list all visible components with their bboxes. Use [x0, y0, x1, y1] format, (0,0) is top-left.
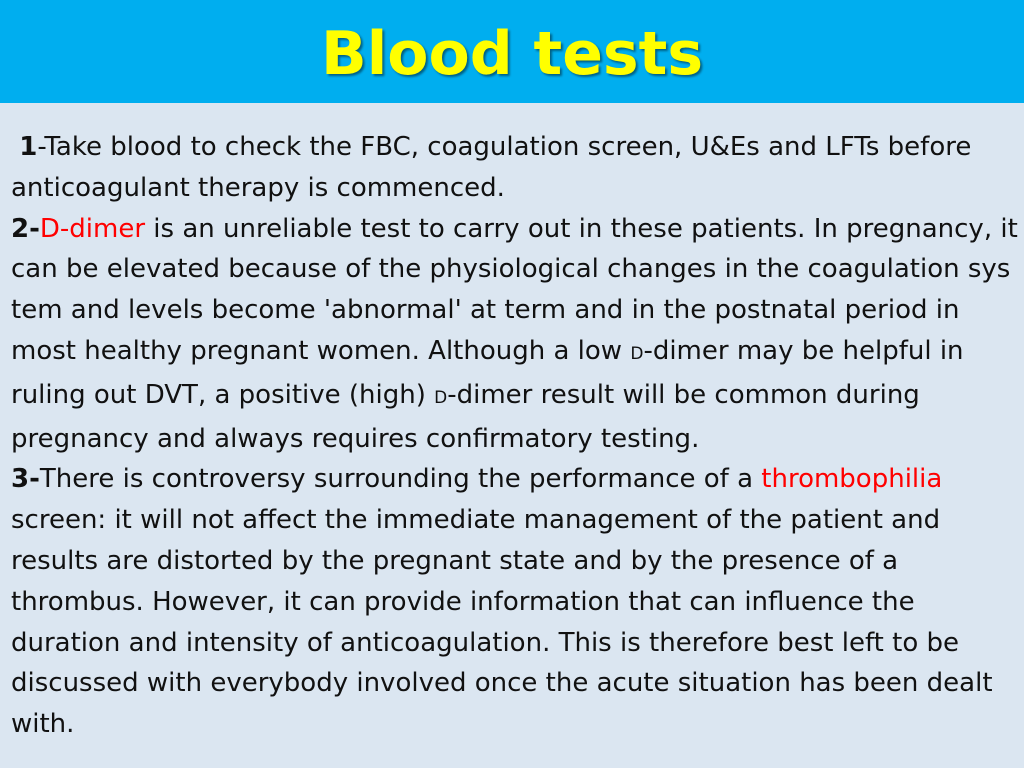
small-caps-d: D — [434, 387, 448, 408]
item-text: screen: it will not affect the immediate management of the patient and results are distorted by the pregnant state and by the presence of a thrombus. However, it can provide information that can influence the duration and intensity of anticoagulation. This is therefore best left to be discussed with everybody involved once the acute situation has been dealt with. — [11, 505, 993, 740]
highlight-term: thrombophilia — [761, 464, 943, 495]
list-item-1 — [11, 127, 1019, 209]
highlight-term: D-dimer — [39, 213, 146, 244]
item-number: 2- — [11, 213, 40, 244]
title-bar — [0, 0, 1024, 103]
list-item-3 — [11, 459, 1019, 745]
small-caps-d: D — [630, 343, 644, 364]
item-number: 3- — [11, 464, 40, 495]
item-number: 1 — [19, 132, 38, 162]
item-text: -dimer may be helpful in ruling out DVT, a positive (high) — [11, 335, 964, 410]
list-item-2 — [11, 209, 1019, 460]
item-text: There is controversy surrounding the performance of a — [39, 464, 762, 495]
slide-body — [11, 127, 1019, 745]
slide-title: Blood tests — [320, 18, 704, 89]
item-text: -dimer result will be common during pregnancy and always requires confirmatory testing. — [11, 379, 920, 454]
item-text: is an unreliable test to carry out in these patients. In pregnancy, it can be elevated because of the physiological changes in the coagulation sys tem and levels become 'abnormal' at term and in the postnatal period in most healthy pregnant women. Although a low — [11, 213, 1018, 366]
item-text: -Take blood to check the FBC, coagulation screen, U&Es and LFTs before anticoagulant therapy is commenced. — [11, 132, 972, 203]
